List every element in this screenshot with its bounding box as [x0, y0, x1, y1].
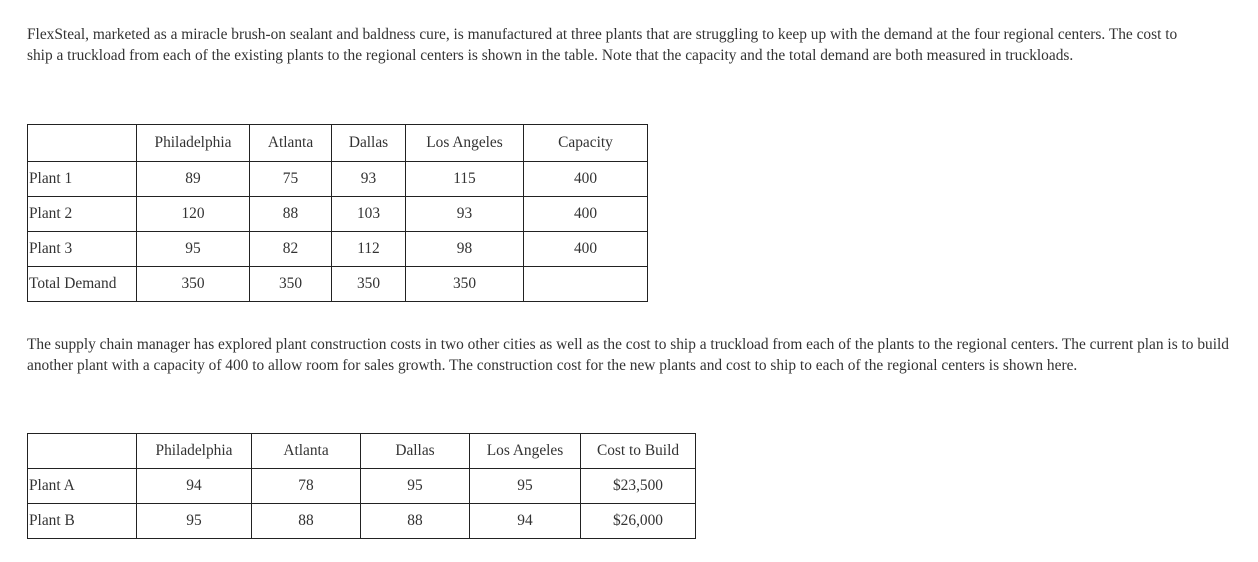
- table-header-row: [28, 125, 648, 162]
- header-cell-cost-to-build: Cost to Build: [581, 434, 696, 469]
- row-label-plant-b: Plant B: [28, 504, 137, 539]
- table-header-row: [28, 434, 696, 469]
- header-cell-dallas: Dallas: [332, 125, 406, 162]
- table-cell: 95: [470, 469, 581, 504]
- table-cell: 350: [250, 267, 332, 302]
- table-cell: 115: [406, 162, 524, 197]
- table-cell: 75: [250, 162, 332, 197]
- header-cell-philadelphia: Philadelphia: [137, 125, 250, 162]
- table-row: [28, 162, 648, 197]
- table-cell: 94: [470, 504, 581, 539]
- row-label-plant-a: Plant A: [28, 469, 137, 504]
- intro-paragraph: FlexSteal, marketed as a miracle brush-on sealant and baldness cure, is manufactured at three plants that are struggling to keep up with the demand at the four regional centers. The cost to ship a truckload from each of the existing plants to the regional centers is shown in the table. Note that the capacity and the total demand are both measured in truckloads.: [27, 26, 1178, 64]
- table-cell: 112: [332, 232, 406, 267]
- table-cell: 350: [332, 267, 406, 302]
- table-cell: 95: [137, 232, 250, 267]
- table-cell: 88: [361, 504, 470, 539]
- header-cell-philadelphia: Philadelphia: [137, 434, 252, 469]
- header-cell-empty: [28, 434, 137, 469]
- table-cell: 400: [524, 162, 648, 197]
- table-cell: 95: [137, 504, 252, 539]
- table-cell: 89: [137, 162, 250, 197]
- new-plants-cost-table: [27, 433, 696, 539]
- table-row: [28, 469, 696, 504]
- table-cell: [524, 267, 648, 302]
- table-cell: 88: [250, 197, 332, 232]
- header-cell-capacity: Capacity: [524, 125, 648, 162]
- table-cell: 400: [524, 197, 648, 232]
- row-label-plant-3: Plant 3: [28, 232, 137, 267]
- table-cell: 350: [137, 267, 250, 302]
- expansion-paragraph: The supply chain manager has explored plant construction costs in two other cities as well as the cost to ship a truckload from each of the plants to the regional centers. The current plan is to build another plant with a capacity of 400 to allow room for sales growth. The construction cost for the new plants and cost to ship to each of the regional centers is shown here.: [27, 336, 1229, 374]
- row-label-plant-2: Plant 2: [28, 197, 137, 232]
- header-cell-atlanta: Atlanta: [252, 434, 361, 469]
- table-cell: 88: [252, 504, 361, 539]
- table-row: [28, 504, 696, 539]
- header-cell-empty: [28, 125, 137, 162]
- header-cell-atlanta: Atlanta: [250, 125, 332, 162]
- table-cell: 78: [252, 469, 361, 504]
- table-row: [28, 267, 648, 302]
- table-cell: 82: [250, 232, 332, 267]
- table-row: [28, 197, 648, 232]
- header-cell-los-angeles: Los Angeles: [470, 434, 581, 469]
- table-cell: 350: [406, 267, 524, 302]
- table-cell: 98: [406, 232, 524, 267]
- row-label-total-demand: Total Demand: [28, 267, 137, 302]
- table-cell: $23,500: [581, 469, 696, 504]
- table-cell: $26,000: [581, 504, 696, 539]
- header-cell-los-angeles: Los Angeles: [406, 125, 524, 162]
- table-cell: 120: [137, 197, 250, 232]
- table-cell: 95: [361, 469, 470, 504]
- header-cell-dallas: Dallas: [361, 434, 470, 469]
- table-row: [28, 232, 648, 267]
- table-cell: 93: [332, 162, 406, 197]
- existing-plants-cost-table: [27, 124, 648, 302]
- table-cell: 400: [524, 232, 648, 267]
- row-label-plant-1: Plant 1: [28, 162, 137, 197]
- table-cell: 103: [332, 197, 406, 232]
- table-cell: 93: [406, 197, 524, 232]
- table-cell: 94: [137, 469, 252, 504]
